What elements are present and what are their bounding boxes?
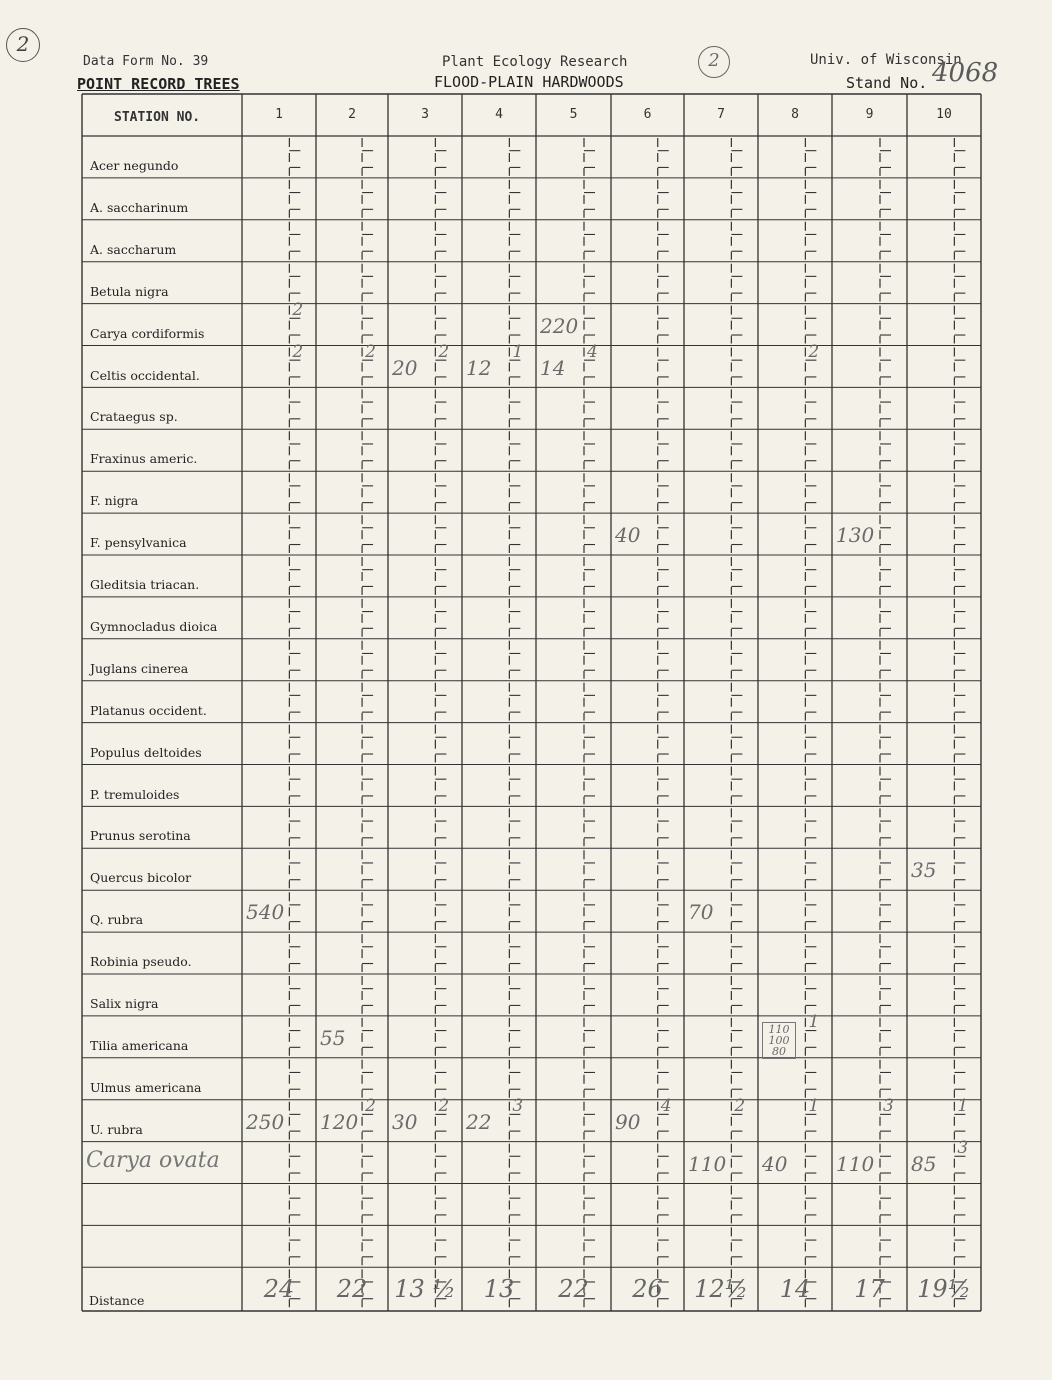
species-label: F. pensylvanica bbox=[90, 535, 187, 551]
species-label: Salix nigra bbox=[90, 996, 159, 1011]
handwritten-entry: 22 bbox=[466, 1109, 492, 1134]
handwritten-entry: 1 bbox=[512, 341, 524, 362]
handwritten-entry: 110 bbox=[836, 1151, 875, 1176]
handwritten-entry: 3 bbox=[957, 1137, 969, 1158]
species-label: Carya cordiformis bbox=[90, 325, 205, 341]
distance-value: 13 bbox=[483, 1275, 515, 1304]
station-number-9: 9 bbox=[865, 107, 874, 122]
distance-value: 26 bbox=[632, 1275, 663, 1304]
handwritten-entry: 40 bbox=[762, 1151, 788, 1176]
stand-label: Stand No. bbox=[846, 74, 928, 92]
handwritten-entry: 3 bbox=[512, 1095, 524, 1116]
handwritten-entry: 110 100 80 bbox=[762, 1022, 796, 1059]
handwritten-entry: 20 bbox=[392, 355, 418, 380]
station-number-6: 6 bbox=[643, 107, 652, 122]
handwritten-entry: 4 bbox=[587, 341, 598, 362]
research-heading: Plant Ecology Research bbox=[442, 54, 628, 70]
handwritten-entry: 85 bbox=[911, 1151, 937, 1176]
handwritten-entry: 2 bbox=[292, 341, 304, 362]
distance-value: 19½ bbox=[917, 1275, 971, 1304]
species-label: Q. rubra bbox=[90, 912, 144, 928]
station-number-10: 10 bbox=[936, 107, 952, 122]
handwritten-entry: 30 bbox=[392, 1109, 418, 1134]
handwritten-entry: 2 bbox=[808, 341, 820, 362]
handwritten-entry: 90 bbox=[615, 1109, 641, 1134]
species-label: A. saccharum bbox=[90, 241, 177, 257]
station-number-1: 1 bbox=[275, 107, 283, 122]
species-label: Acer negundo bbox=[90, 158, 179, 173]
handwritten-entry: 35 bbox=[911, 858, 937, 883]
circled-mark-text: 2 bbox=[708, 50, 720, 71]
species-label: Quercus bicolor bbox=[90, 870, 192, 886]
corner-mark-text: 2 bbox=[16, 32, 30, 56]
species-label: A. saccharinum bbox=[90, 199, 189, 215]
distance-value: 14 bbox=[779, 1275, 811, 1304]
species-label: Gleditsia triacan. bbox=[90, 577, 200, 592]
species-label: Celtis occidental. bbox=[90, 367, 200, 383]
distance-value: 13 ½ bbox=[394, 1275, 456, 1304]
station-number-7: 7 bbox=[717, 107, 725, 122]
species-label: Crataegus sp. bbox=[90, 409, 178, 425]
station-header: STATION NO. bbox=[114, 110, 201, 125]
species-label: Betula nigra bbox=[90, 283, 169, 299]
station-number-3: 3 bbox=[421, 107, 429, 122]
handwritten-entry: 130 bbox=[836, 523, 875, 548]
station-number-8: 8 bbox=[791, 107, 799, 122]
species-label: Platanus occident. bbox=[90, 702, 207, 718]
species-label: Fraxinus americ. bbox=[90, 451, 198, 467]
handwritten-entry: 120 bbox=[320, 1109, 359, 1134]
form-title: POINT RECORD TREES bbox=[77, 75, 240, 93]
handwritten-entry: 3 bbox=[883, 1095, 894, 1116]
community-heading: FLOOD-PLAIN HARDWOODS bbox=[434, 73, 624, 91]
species-label: U. rubra bbox=[90, 1121, 143, 1137]
stand-number: 4068 bbox=[932, 58, 999, 88]
species-label: Tilia americana bbox=[90, 1037, 189, 1053]
species-label: Populus deltoides bbox=[90, 744, 202, 760]
distance-value: 17 bbox=[854, 1275, 885, 1304]
handwritten-entry: 2 bbox=[365, 341, 376, 362]
handwritten-entry: 14 bbox=[540, 355, 566, 380]
handwritten-entry: 4 bbox=[660, 1095, 672, 1116]
handwritten-entry: 2 bbox=[292, 299, 304, 320]
university-label: Univ. of Wisconsin bbox=[810, 52, 962, 68]
form-number: Data Form No. 39 bbox=[83, 54, 209, 69]
species-label: Robinia pseudo. bbox=[90, 954, 192, 970]
handwritten-entry: 2 bbox=[438, 341, 450, 362]
handwritten-entry: 2 bbox=[365, 1095, 376, 1116]
handwritten-entry: 540 bbox=[246, 900, 285, 925]
species-label: P. tremuloides bbox=[90, 786, 180, 802]
handwritten-entry: 40 bbox=[615, 523, 641, 548]
distance-value: 12½ bbox=[694, 1275, 748, 1304]
station-number-2: 2 bbox=[348, 107, 356, 122]
station-number-4: 4 bbox=[495, 107, 503, 122]
species-label: Prunus serotina bbox=[90, 828, 191, 844]
distance-value: 24 bbox=[263, 1275, 295, 1304]
handwritten-entry: 2 bbox=[438, 1095, 450, 1116]
distance-label: Distance bbox=[89, 1293, 145, 1309]
handwritten-entry: 1 bbox=[808, 1011, 820, 1032]
handwritten-entry: 55 bbox=[320, 1025, 346, 1050]
handwritten-entry: 110 bbox=[688, 1151, 727, 1176]
handwritten-entry: 2 bbox=[734, 1095, 746, 1116]
species-label: Ulmus americana bbox=[90, 1079, 202, 1095]
handwritten-entry: 12 bbox=[466, 355, 492, 380]
species-label: Juglans cinerea bbox=[90, 660, 189, 676]
station-number-5: 5 bbox=[569, 107, 578, 122]
distance-value: 22 bbox=[558, 1275, 589, 1304]
handwritten-entry: 70 bbox=[688, 900, 714, 925]
distance-value: 22 bbox=[336, 1275, 368, 1304]
species-label: F. nigra bbox=[90, 493, 139, 509]
species-label: Gymnocladus dioica bbox=[90, 618, 218, 634]
handwritten-entry: 250 bbox=[246, 1109, 285, 1134]
handwritten-entry: 1 bbox=[957, 1095, 969, 1116]
handwritten-entry: 1 bbox=[808, 1095, 820, 1116]
handwritten-entry: 220 bbox=[540, 313, 579, 338]
handwritten-species-label: Carya ovata bbox=[86, 1147, 220, 1173]
